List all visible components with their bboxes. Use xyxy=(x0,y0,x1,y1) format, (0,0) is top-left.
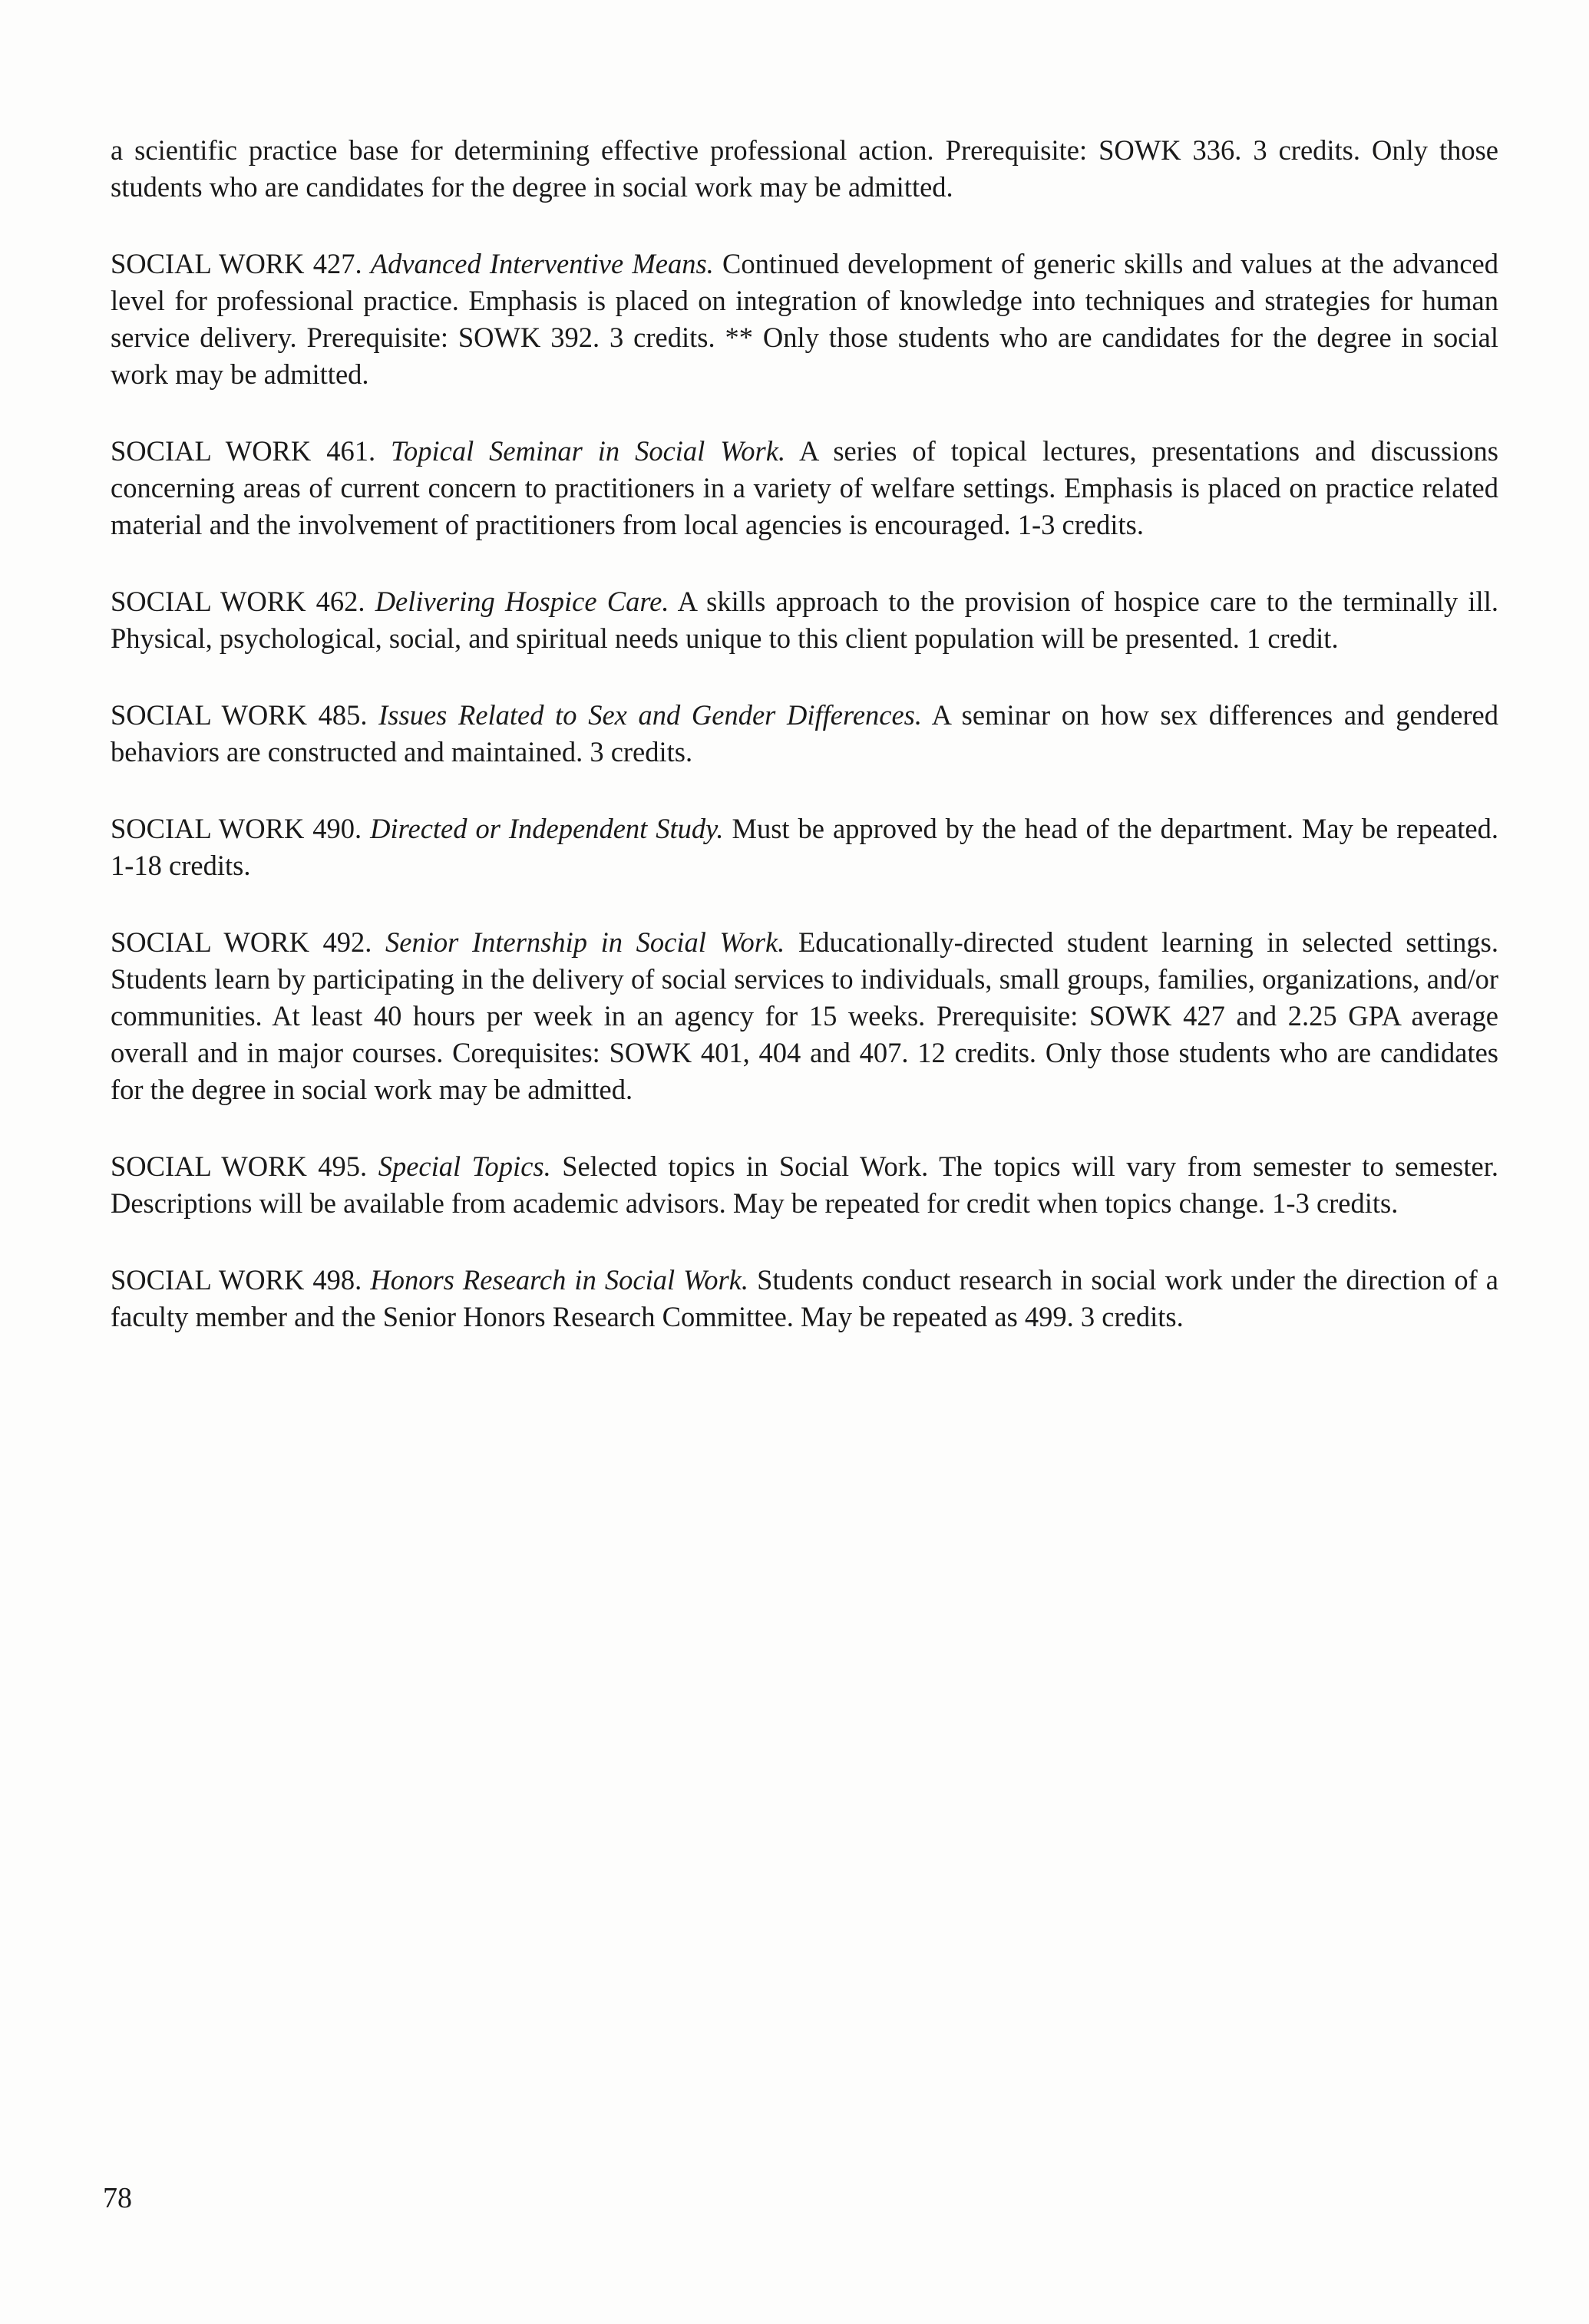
course-title: Honors Research in Social Work. xyxy=(370,1264,748,1296)
course-code: SOCIAL WORK 495. xyxy=(111,1150,368,1182)
course-code: SOCIAL WORK 498. xyxy=(111,1264,362,1296)
course-title: Advanced Interventive Means. xyxy=(370,248,714,279)
course-code: SOCIAL WORK 490. xyxy=(111,813,362,844)
course-entry-461 xyxy=(111,433,1498,543)
course-description: A series of topical lectures, presentations and discussions concerning areas of current concern to practitioners in a variety of welfare settings. Emphasis is placed on practice related material and the involvement of practitioners from local agencies is encouraged. 1-3 credits. xyxy=(111,435,1498,540)
course-entry-490 xyxy=(111,810,1498,884)
course-entry-462 xyxy=(111,583,1498,657)
course-entry-485 xyxy=(111,697,1498,771)
course-entry-492 xyxy=(111,924,1498,1108)
course-code: SOCIAL WORK 427. xyxy=(111,248,362,279)
course-description: a scientific practice base for determining effective professional action. Prerequisite: SOWK 336. 3 credits. Only those students who are candidates for the degree in social work may be admitted. xyxy=(111,134,1498,203)
course-description: A skills approach to the provision of hospice care to the terminally ill. Physical, psychological, social, and spiritual needs unique to this client population will be presented. 1 credit. xyxy=(111,586,1498,654)
page-number: 78 xyxy=(103,2182,132,2214)
course-description: Must be approved by the head of the department. May be repeated. 1-18 credits. xyxy=(111,813,1498,881)
course-code: SOCIAL WORK 462. xyxy=(111,586,365,617)
course-description: Educationally-directed student learning in selected settings. Students learn by participating in the delivery of social services to individuals, small groups, families, organizations, and/or communities. At least 40 hours per week in an agency for 15 weeks. Prerequisite: SOWK 427 and 2.25 GPA average overall and in major courses. Corequisites: SOWK 401, 404 and 407. 12 credits. Only those students who are candidates for the degree in social work may be admitted. xyxy=(111,926,1499,1105)
course-title: Issues Related to Sex and Gender Differences. xyxy=(378,699,923,731)
course-entry-continued xyxy=(111,132,1498,206)
course-entry-498 xyxy=(111,1262,1498,1335)
course-title: Topical Seminar in Social Work. xyxy=(391,435,786,467)
course-description: Selected topics in Social Work. The topics will vary from semester to semester. Descriptions will be available from academic advisors. May be repeated for credit when topics change. 1-3 credits. xyxy=(111,1150,1498,1219)
course-description: Continued development of generic skills and values at the advanced level for professional practice. Emphasis is placed on integration of knowledge into techniques and strategies for human service delivery. Prerequisite: SOWK 392. 3 credits. ** Only those students who are candidates for the degree in social work may be admitted. xyxy=(111,248,1498,390)
course-title: Delivering Hospice Care. xyxy=(375,586,669,617)
course-entry-495 xyxy=(111,1148,1498,1222)
course-title: Senior Internship in Social Work. xyxy=(385,926,785,958)
course-entry-427 xyxy=(111,246,1498,393)
course-code: SOCIAL WORK 485. xyxy=(111,699,368,731)
course-code: SOCIAL WORK 492. xyxy=(111,926,372,958)
course-code: SOCIAL WORK 461. xyxy=(111,435,376,467)
course-descriptions xyxy=(111,132,1498,1375)
course-description: Students conduct research in social work under the direction of a faculty member and the Senior Honors Research Committee. May be repeated as 499. 3 credits. xyxy=(111,1264,1498,1332)
course-title: Special Topics. xyxy=(378,1150,551,1182)
course-description: A seminar on how sex differences and gendered behaviors are constructed and maintained. 3 credits. xyxy=(111,699,1499,768)
course-title: Directed or Independent Study. xyxy=(370,813,724,844)
